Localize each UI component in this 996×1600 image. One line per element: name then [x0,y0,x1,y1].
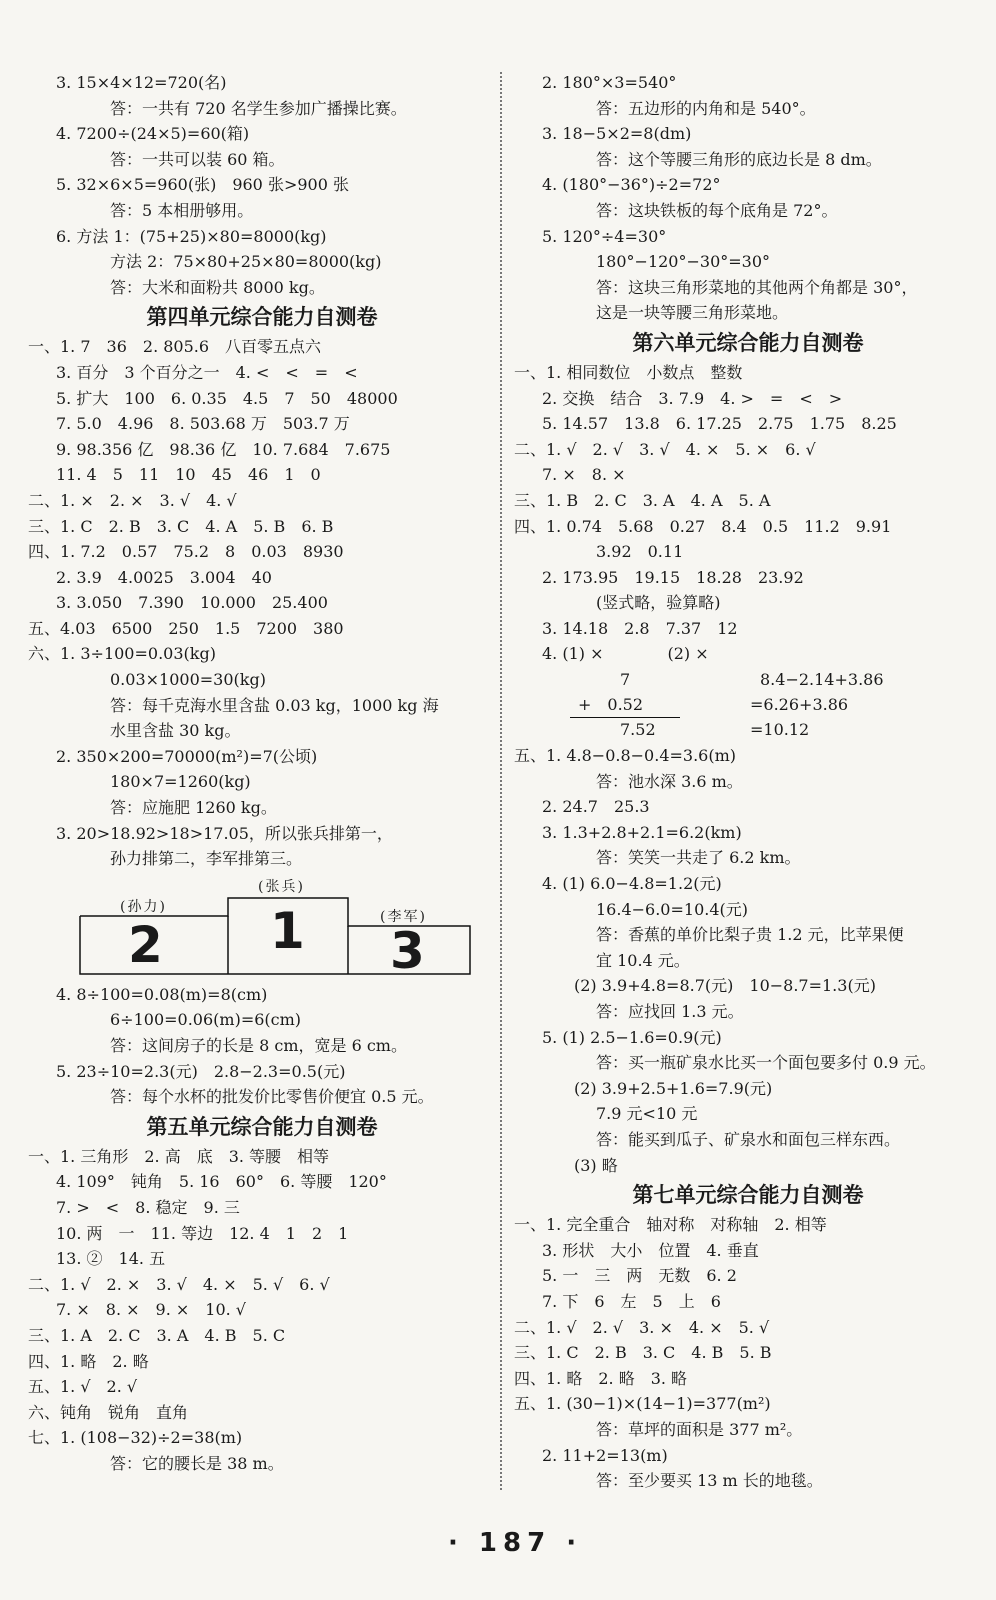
answer-line: 答：一共可以装 60 箱。 [110,149,285,169]
unit6-answers [514,360,982,667]
answer-line: 一、1. 相同数位 小数点 整数 [514,362,743,382]
answer-line: 孙力排第二，李军排第三。 [110,849,303,869]
answer-line: 答：能买到瓜子、矿泉水和面包三样东西。 [596,1129,901,1149]
answer-line: 5. (1) 2.5−1.6=0.9(元) [542,1027,722,1047]
answer-line: 2. 3.9 4.0025 3.004 40 [56,567,272,587]
answer-line: 11. 4 5 11 10 45 46 1 0 [56,465,321,485]
answer-line: (2) 3.9+4.8=8.7(元) 10−8.7=1.3(元) [574,976,876,996]
answer-line: 二、1. √ 2. × 3. √ 4. × 5. √ 6. √ [28,1274,330,1294]
answer-line: 4. 8÷100=0.08(m)=8(cm) [56,984,268,1004]
answer-line: 10. 两 一 11. 等边 12. 4 1 2 1 [56,1223,349,1243]
answer-line: 五、1. √ 2. √ [28,1377,138,1397]
unit6-answers-after-vertical [514,743,982,1178]
unit3-answers-continued [28,70,496,300]
column-divider [500,72,502,1490]
answer-line: 4. 109° 钝角 5. 16 60° 6. 等腰 120° [56,1172,387,1192]
answer-line: 二、1. × 2. × 3. √ 4. √ [28,490,237,510]
answer-line: 4. (1) 6.0−4.8=1.2(元) [542,874,722,894]
answer-line: 7. > < 8. 稳定 9. 三 [56,1197,240,1217]
compute-step-3: =10.12 [750,720,810,740]
answer-line: (3) 略 [574,1155,618,1175]
right-column [514,70,982,1494]
compute-step-2: =6.26+3.86 [750,695,849,715]
answer-line: 13. ② 14. 五 [56,1249,166,1269]
answer-line: 2. 180°×3=540° [542,73,677,92]
answer-line: 2. 交换 结合 3. 7.9 4. > = < > [542,388,843,408]
answer-line: 一、1. 7 36 2. 805.6 八百零五点六 [28,337,322,357]
answer-line: 三、1. A 2. C 3. A 4. B 5. C [28,1325,286,1345]
answer-line: 答：五边形的内角和是 540°。 [596,98,816,118]
answer-line: 答：至少要买 13 m 长的地毯。 [596,1471,823,1491]
answer-line: 180×7=1260(kg) [110,772,251,792]
answer-line: 9. 98.356 亿 98.36 亿 10. 7.684 7.675 [56,439,391,459]
answer-line: 答：这个等腰三角形的底边长是 8 dm。 [596,149,882,169]
podium-rank-3: 3 [390,921,425,980]
answer-line: 5. 一 三 两 无数 6. 2 [542,1266,737,1286]
answer-line: 4. (1) × (2) × [542,644,709,664]
answer-line: 答：它的腰长是 38 m。 [110,1453,284,1473]
answer-line: 三、1. C 2. B 3. C 4. A 5. B 6. B [28,516,334,536]
answer-line: 5. 32×6×5=960(张) 960 张>900 张 [56,175,349,195]
answer-line: 2. 24.7 25.3 [542,797,650,817]
podium-rank-1: 1 [270,901,305,960]
answer-line: 答：买一瓶矿泉水比买一个面包要多付 0.9 元。 [596,1053,936,1073]
answer-line: 3.92 0.11 [596,542,684,562]
answer-line: 3. 1.3+2.8+2.1=6.2(km) [542,822,742,842]
answer-line: 6÷100=0.06(m)=6(cm) [110,1010,302,1030]
unit4-answers [28,334,496,871]
answer-line: 3. 形状 大小 位置 4. 垂直 [542,1240,759,1260]
answer-line: 三、1. B 2. C 3. A 4. A 5. A [514,490,771,510]
answer-line: 四、1. 0.74 5.68 0.27 8.4 0.5 11.2 9.91 [514,516,892,536]
answer-line: 5. 23÷10=2.3(元) 2.8−2.3=0.5(元) [56,1061,346,1081]
answer-line: 答：每千克海水里含盐 0.03 kg，1000 kg 海 [110,695,439,715]
answer-line: 7. × 8. × 9. × 10. √ [56,1300,247,1320]
left-column [28,70,496,1477]
answer-line: 五、4.03 6500 250 1.5 7200 380 [28,618,344,638]
answer-line: 答：池水深 3.6 m。 [596,771,743,791]
answer-line: 答：应施肥 1260 kg。 [110,798,277,818]
vertical-second-number: + 0.52 [578,695,644,715]
answer-line: 答：这块三角形菜地的其他两个角都是 30°， [596,277,918,297]
vertical-top-number: 7 [620,670,631,690]
podium-rank-2: 2 [128,915,163,974]
answer-line: 4. (180°−36°)÷2=72° [542,175,721,195]
answer-line: (2) 3.9+2.5+1.6=7.9(元) [574,1078,773,1098]
unit6-title: 第六单元综合能力自测卷 [632,330,864,355]
answer-line: 答：大米和面粉共 8000 kg。 [110,277,325,297]
answer-line: 7. 5.0 4.96 8. 503.68 万 503.7 万 [56,414,350,434]
answer-line: 四、1. 略 2. 略 3. 略 [514,1368,688,1388]
unit5-title: 第五单元综合能力自测卷 [146,1114,378,1139]
podium-second-name: (孙力) [120,898,167,915]
answer-line: 三、1. C 2. B 3. C 4. B 5. B [514,1343,772,1363]
vertical-result: 7.52 [620,720,656,740]
answer-line: 答：这块铁板的每个底角是 72°。 [596,200,838,220]
answer-line: 七、1. (108−32)÷2=38(m) [28,1428,243,1448]
answer-line: 3. 百分 3 个百分之一 4. < < = < [56,362,358,382]
answer-line: 5. 14.57 13.8 6. 17.25 2.75 1.75 8.25 [542,414,897,434]
answer-line: 答：香蕉的单价比梨子贵 1.2 元，比苹果便 [596,925,904,945]
unit5-answers [28,1144,496,1477]
answer-line: 五、1. 4.8−0.8−0.4=3.6(m) [514,746,737,766]
vertical-addition [570,667,982,743]
answer-line: 2. 11+2=13(m) [542,1445,668,1465]
unit7-answers [514,1212,982,1494]
answer-line: 二、1. √ 2. √ 3. √ 4. × 5. × 6. √ [514,439,816,459]
unit5-answers-continued [514,70,982,326]
unit4-title: 第四单元综合能力自测卷 [146,305,378,330]
answer-line: 方法 2：75×80+25×80=8000(kg) [110,252,382,272]
answer-line: 3. 20>18.92>18>17.05，所以张兵排第一， [56,823,393,843]
answer-line: 7. 下 6 左 5 上 6 [542,1291,721,1311]
page-number: · 187 · [448,1528,583,1558]
answer-line: 3. 18−5×2=8(dm) [542,124,692,144]
answer-line: 答：这间房子的长是 8 cm，宽是 6 cm。 [110,1036,407,1055]
answer-line: 7.9 元<10 元 [596,1104,698,1124]
answer-line: 一、1. 完全重合 轴对称 对称轴 2. 相等 [514,1215,827,1235]
answer-line: 3. 15×4×12=720(名) [56,73,227,92]
answer-line: 2. 173.95 19.15 18.28 23.92 [542,567,804,587]
answer-line: 3. 3.050 7.390 10.000 25.400 [56,593,328,613]
answer-line: 宜 10.4 元。 [596,950,690,970]
answer-line: 7. × 8. × [542,465,626,485]
answer-line: 5. 120°÷4=30° [542,226,667,246]
answer-line: 答：一共有 720 名学生参加广播操比赛。 [110,98,407,118]
answer-line: 4. 7200÷(24×5)=60(箱) [56,124,250,144]
answer-line: 180°−120°−30°=30° [596,252,771,272]
answer-line: 16.4−6.0=10.4(元) [596,899,748,919]
answer-line: 5. 扩大 100 6. 0.35 4.5 7 50 48000 [56,388,398,408]
answer-line: 答：每个水杯的批发价比零售价便宜 0.5 元。 [110,1087,434,1107]
answer-line: 六、钝角 锐角 直角 [28,1402,189,1422]
compute-step-1: 8.4−2.14+3.86 [760,670,884,690]
answer-line: 六、1. 3÷100=0.03(kg) [28,644,216,664]
answer-line: 答：笑笑一共走了 6.2 km。 [596,848,801,868]
podium-first-name: (张兵) [258,878,305,895]
unit4-answers-after-figure [28,982,496,1110]
answer-line: 答：草坪的面积是 377 m²。 [596,1419,803,1439]
answer-line: 一、1. 三角形 2. 高 底 3. 等腰 相等 [28,1146,330,1166]
podium-figure [78,874,496,978]
answer-line: 3. 14.18 2.8 7.37 12 [542,618,738,638]
answer-line: 二、1. √ 2. √ 3. × 4. × 5. √ [514,1317,770,1337]
podium-third-name: (李军) [380,908,427,925]
answer-line: 2. 350×200=70000(m²)=7(公顷) [56,746,318,766]
answer-line: 0.03×1000=30(kg) [110,670,266,690]
answer-line: 答：5 本相册够用。 [110,200,254,220]
answer-line: 答：应找回 1.3 元。 [596,1002,744,1021]
answer-line: 五、1. (30−1)×(14−1)=377(m²) [514,1394,771,1414]
answer-line: 这是一块等腰三角形菜地。 [596,303,789,323]
answer-line: (竖式略，验算略) [596,593,721,613]
answer-line: 6. 方法 1：(75+25)×80=8000(kg) [56,226,327,246]
answer-line: 四、1. 略 2. 略 [28,1351,149,1371]
answer-line: 四、1. 7.2 0.57 75.2 8 0.03 8930 [28,542,344,562]
answer-line: 水里含盐 30 kg。 [110,721,241,741]
unit7-title: 第七单元综合能力自测卷 [632,1183,864,1208]
